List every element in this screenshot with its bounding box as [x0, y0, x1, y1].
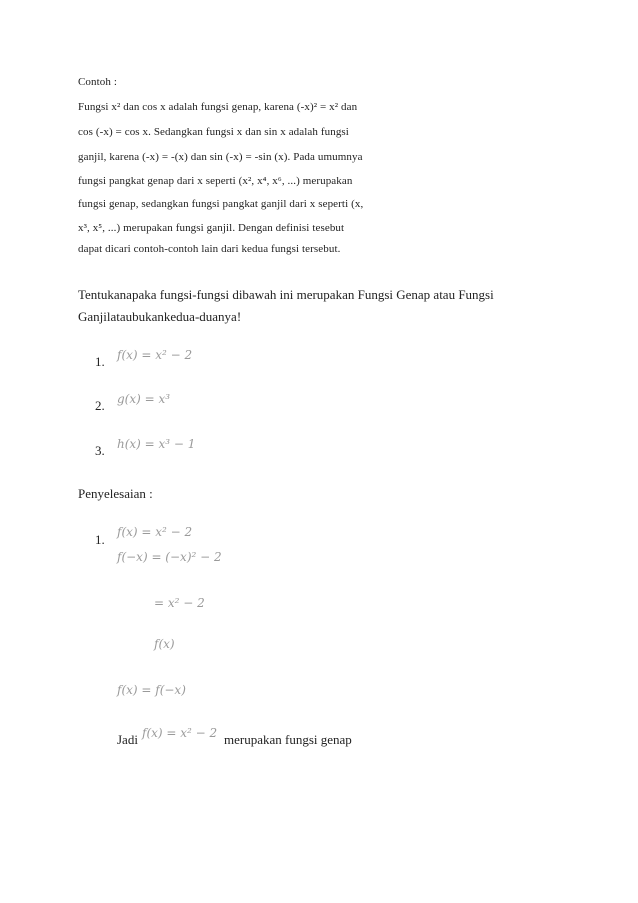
task-line: Tentukanapaka fungsi-fungsi dibawah ini merupakan Fungsi Genap atau Fungsi — [78, 287, 494, 302]
solution-step: f(x) — [154, 637, 175, 651]
example-line: fungsi pangkat genap dari x seperti (x², x⁴, x⁶, ...) merupakan — [78, 175, 353, 187]
problem-formula: f(x) = x² − 2 — [117, 348, 193, 362]
example-line: x³, x⁵, ...) merupakan fungsi ganjil. Dengan definisi tesebut — [78, 222, 345, 234]
example-line: Fungsi x² dan cos x adalah fungsi genap, karena (-x)² = x² dan — [78, 101, 358, 113]
solution-heading: Penyelesaian : — [78, 486, 153, 501]
example-line: cos (-x) = cos x. Sedangkan fungsi x dan sin x adalah fungsi — [78, 126, 349, 138]
example-heading: Contoh : — [78, 76, 117, 88]
task-line: Ganjilataubukankedua-duanya! — [78, 309, 242, 324]
example-line: fungsi genap, sedangkan fungsi pangkat ganjil dari x seperti (x, — [78, 198, 364, 210]
solution-step: f(x) = x² − 2 — [117, 525, 193, 539]
conclusion-suffix: merupakan fungsi genap — [224, 732, 352, 747]
example-line: dapat dicari contoh-contoh lain dari kedua fungsi tersebut. — [78, 243, 341, 255]
example-line: ganjil, karena (-x) = -(x) dan sin (-x) = -sin (x). Pada umumnya — [78, 151, 363, 163]
problem-number: 3. — [95, 443, 105, 458]
problem-number: 1. — [95, 354, 105, 369]
problem-number: 2. — [95, 398, 105, 413]
problem-formula: h(x) = x³ − 1 — [117, 437, 196, 451]
solution-step: = x² − 2 — [154, 596, 205, 610]
solution-step: f(−x) = (−x)² − 2 — [117, 550, 222, 564]
conclusion-formula: f(x) = x² − 2 — [142, 726, 218, 740]
solution-step: f(x) = f(−x) — [117, 683, 186, 697]
conclusion-prefix: Jadi — [117, 732, 138, 747]
problem-formula: g(x) = x³ — [117, 392, 171, 406]
solution-number: 1. — [95, 532, 105, 547]
